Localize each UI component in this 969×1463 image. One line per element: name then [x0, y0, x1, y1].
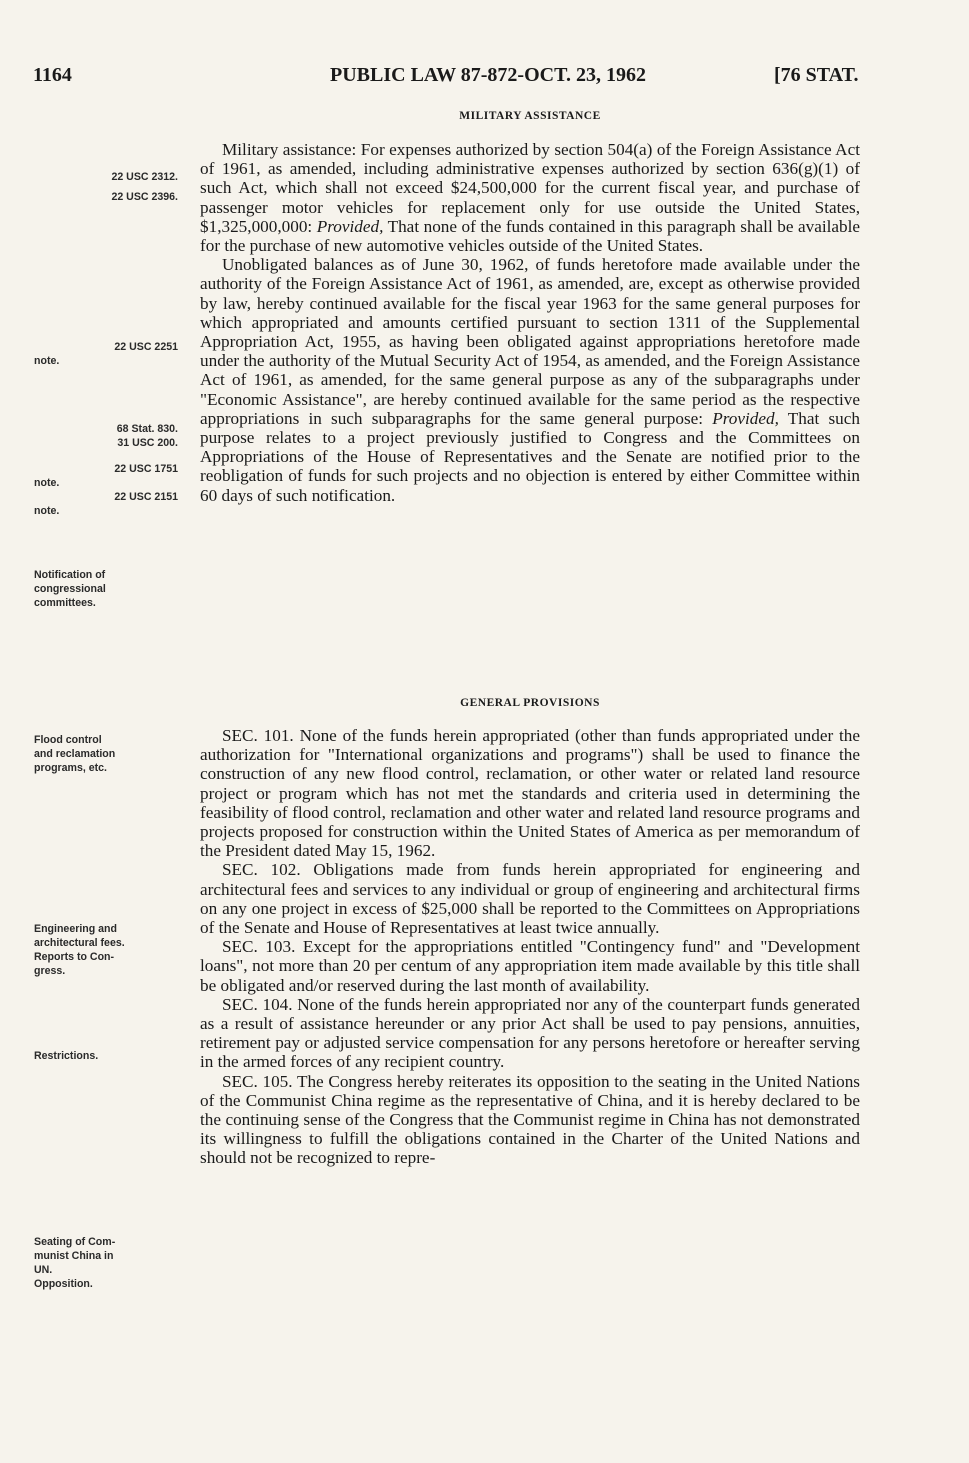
paragraph-sec-104: SEC. 104. None of the funds herein appropriated nor any of the counterpart funds generated as a result of assistance hereunder or any prior Act shall be used to pay pensions, annuities, retirement pay or adjusted service compensation for any persons heretofore or hereafter serving in the armed forces of any recipient country. [200, 994, 860, 1072]
paragraph-military-assistance: Military assistance: For expenses authorized by section 504(a) of the Foreign Assistance Act of 1961, as amended, including administrative expenses authorized by section 636(g)(1) of such Act, which shall not exceed $24,500,000 for the current fiscal year, and purchase of passenger motor vehicles for replacement only for use outside the United States, $1,325,000,000: Provided, That none of the funds contained in this paragraph shall be available for the purchase of new automotive vehicles outside of the United States. [200, 140, 860, 256]
military-assistance-block [200, 140, 860, 505]
paragraph-unobligated-balances: Unobligated balances as of June 30, 1962, of funds heretofore made available under the authority of the Foreign Assistance Act of 1961, as amended, are, except as otherwise provided by law, hereby continued available for the fiscal year 1963 for the same general purposes for which appropriated and amounts certified pursuant to section 1311 of the Supplemental Appropriation Act, 1955, as having been obligated against appropriations heretofore made under the authority of the Mutual Security Act of 1954, as amended, and the Foreign Assistance Act of 1961, as amended, for the same general purpose as any of the subparagraphs under "Economic Assistance", are hereby continued available for the same period as the respective appropriations in such subparagraphs for the same general purpose: Provided, That such purpose relates to a project previously justified to Congress and the Committees on Appropriations of the House of Representatives and the Senate are notified prior to the reobligation of funds for such projects and no objection is entered by either Committee within 60 days of such notification. [200, 255, 860, 505]
general-provisions-block [200, 726, 860, 1168]
margin-note-china-un: Seating of Com- munist China in UN. Opposition. [34, 1236, 116, 1290]
margin-note-usc-2396: 22 USC 2396. [111, 191, 178, 203]
section-heading-general-provisions: GENERAL PROVISIONS [460, 697, 600, 709]
margin-note-usc-2312: 22 USC 2312. [111, 171, 178, 183]
volume-reference: [76 STAT. [774, 64, 859, 86]
page-header [0, 64, 969, 94]
page-number: 1164 [33, 64, 72, 86]
paragraph-sec-105: SEC. 105. The Congress hereby reiterates its opposition to the seating in the United Nations of the Communist China regime as the representative of China, and it is hereby declared to be the continuing sense of the Congress that the Communist regime in China has not demonstrated its willingness to fulfill the obligations contained in the Charter of the United Nations and should not be recognized to repre- [200, 1071, 860, 1168]
margin-note-restrictions: Restrictions. [34, 1050, 99, 1062]
paragraph-sec-103: SEC. 103. Except for the appropriations entitled "Contingency fund" and "Development loans", not more than 20 per centum of any appropriation item made available by this title shall be obligated and/or reserved during the last month of availability. [200, 937, 861, 995]
margin-note-flood-control: Flood control and reclamation programs, etc. [34, 734, 116, 774]
margin-note-engineering: Engineering and architectural fees. Reports to Con- gress. [34, 923, 125, 977]
margin-note-stat-830: 68 Stat. 830. 31 USC 200. [116, 423, 178, 449]
margin-note-usc-1751: 22 USC 1751 note. [34, 463, 178, 489]
margin-note-usc-2251: 22 USC 2251 note. [34, 341, 178, 367]
section-heading-military-assistance: MILITARY ASSISTANCE [459, 110, 601, 122]
running-title: PUBLIC LAW 87-872-OCT. 23, 1962 [330, 64, 646, 86]
paragraph-sec-102: SEC. 102. Obligations made from funds herein appropriated for engineering and architectural fees and services to any individual or group of engineering and architectural firms on any one project in excess of $25,000 shall be reported to the Committees on Appropriations of the Senate and House of Representatives at least twice annually. [200, 860, 860, 938]
paragraph-sec-101: SEC. 101. None of the funds herein appropriated (other than funds appropriated under the authorization for "International organizations and programs") shall be used to finance the construction of any new flood control, reclamation, or other water or related land resource project or program which has not met the standards and criteria used in determining the feasibility of flood control, reclamation and other water and related land resource programs and projects proposed for construction within the United States of America as per memorandum of the President dated May 15, 1962. [200, 726, 860, 861]
margin-note-usc-2151: 22 USC 2151 note. [34, 491, 178, 517]
margin-note-notification: Notification of congressional committees. [34, 569, 106, 609]
